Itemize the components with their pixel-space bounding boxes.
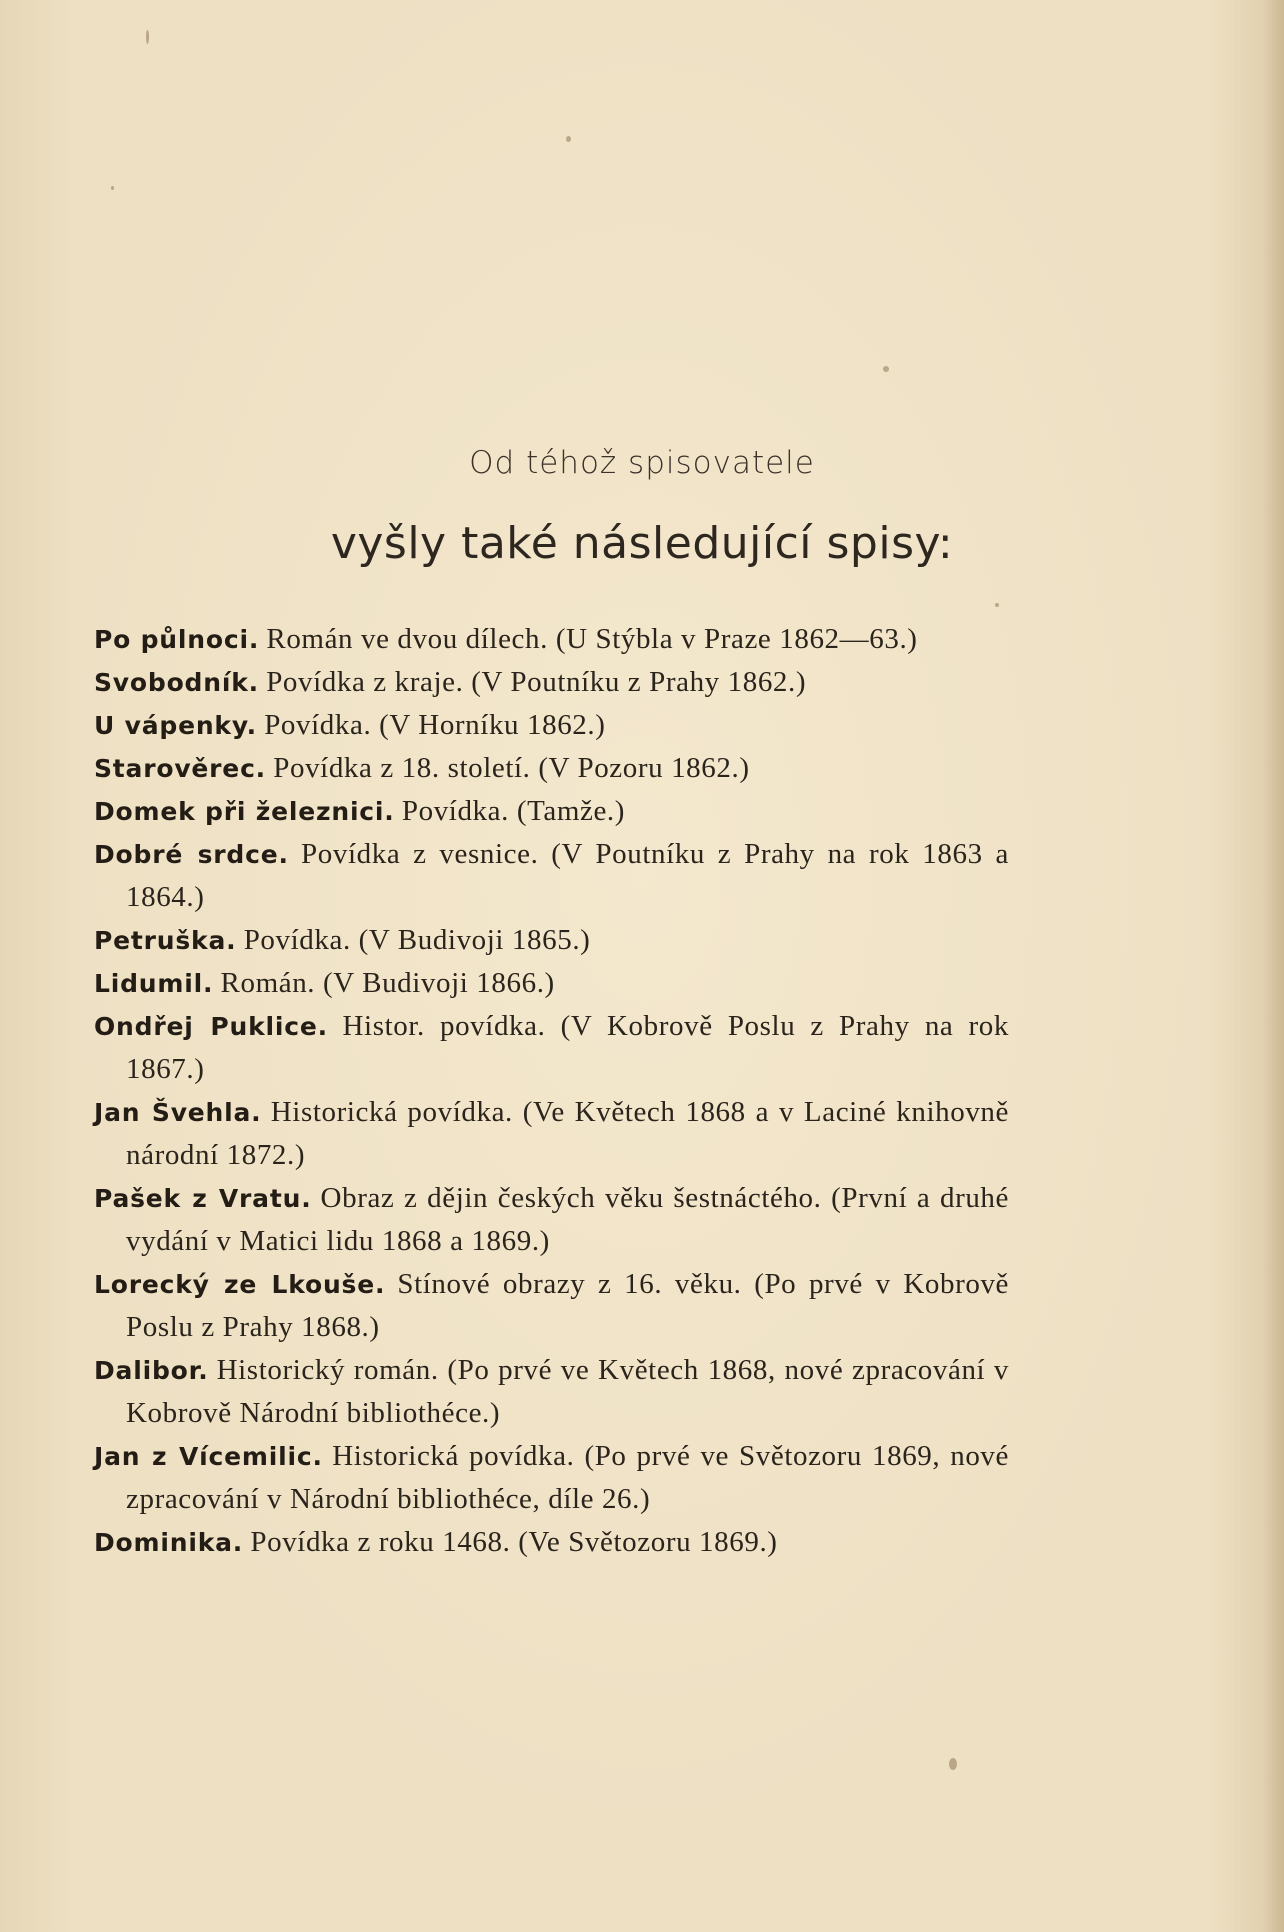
heading-published-works: vyšly také následující spisy:	[330, 518, 954, 569]
work-description: Povídka. (V Budivoji 1865.)	[243, 924, 591, 956]
list-item	[94, 1435, 1009, 1521]
work-title: Pašek z Vratu.	[94, 1184, 312, 1213]
list-item	[94, 1005, 1009, 1091]
list-item	[94, 1349, 1009, 1435]
paper-speck	[949, 1758, 957, 1770]
list-item	[94, 790, 1009, 833]
work-title: Dobré srdce.	[94, 840, 289, 869]
work-title: Ondřej Puklice.	[94, 1012, 328, 1041]
work-description: Obraz z dějin českých věku šestnáctého. (První a druhé vydání v Matici lidu 1868 a 1869.)	[126, 1182, 1010, 1257]
work-description: Historická povídka. (Ve Květech 1868 a v Laciné knihovně národní 1872.)	[126, 1096, 1009, 1171]
list-item	[94, 661, 1009, 704]
list-item	[94, 1263, 1009, 1349]
work-description: Povídka z kraje. (V Poutníku z Prahy 1862.)	[266, 666, 807, 698]
work-title: Svobodník.	[94, 668, 259, 697]
work-description: Povídka. (Tamže.)	[401, 795, 626, 827]
list-item	[94, 833, 1009, 919]
work-title: U vápenky.	[94, 711, 257, 740]
list-item	[94, 704, 1009, 747]
work-description: Povídka z 18. století. (V Pozoru 1862.)	[273, 752, 750, 784]
list-item	[94, 1521, 1009, 1564]
work-description: Povídka. (V Horníku 1862.)	[264, 709, 606, 741]
list-item	[94, 1177, 1009, 1263]
list-item	[94, 618, 1009, 661]
work-description: Stínové obrazy z 16. věku. (Po prvé v Kobrově Poslu z Prahy 1868.)	[126, 1268, 1010, 1343]
paper-speck	[111, 186, 114, 190]
work-title: Dominika.	[94, 1528, 244, 1557]
list-item	[94, 1091, 1009, 1177]
work-title: Lidumil.	[94, 969, 214, 998]
work-title: Dalibor.	[94, 1356, 209, 1385]
paper-speck	[995, 603, 999, 607]
paper-speck	[566, 136, 571, 142]
work-title: Domek při železnici.	[94, 797, 395, 826]
work-title: Jan z Vícemilic.	[94, 1442, 323, 1471]
page-edge-shadow	[1262, 0, 1284, 1932]
works-list	[94, 618, 1009, 1564]
paper-speck	[146, 30, 149, 44]
work-description: Román. (V Budivoji 1866.)	[220, 967, 555, 999]
work-description: Román ve dvou dílech. (U Stýbla v Praze 1862—63.)	[266, 623, 918, 655]
list-item	[94, 747, 1009, 790]
list-item	[94, 962, 1009, 1005]
work-title: Jan Švehla.	[94, 1098, 262, 1127]
work-description: Povídka z roku 1468. (Ve Světozoru 1869.)	[250, 1526, 778, 1558]
work-title: Lorecký ze Lkouše.	[94, 1270, 386, 1299]
heading-from-same-author: Od téhož spisovatele	[469, 445, 815, 481]
work-title: Starověrec.	[94, 754, 266, 783]
paper-speck	[883, 366, 889, 372]
work-title: Po půlnoci.	[94, 625, 260, 654]
work-description: Historická povídka. (Po prvé ve Světozoru 1869, nové zpracování v Národní bibliothéce, díle 26.)	[126, 1440, 1010, 1515]
work-description: Historický román. (Po prvé ve Květech 1868, nové zpracování v Kobrově Národní bibliothéce.)	[126, 1354, 1009, 1429]
work-description: Povídka z vesnice. (V Poutníku z Prahy na rok 1863 a 1864.)	[126, 838, 1009, 913]
work-description: Histor. povídka. (V Kobrově Poslu z Prahy na rok 1867.)	[126, 1010, 1009, 1085]
list-item	[94, 919, 1009, 962]
work-title: Petruška.	[94, 926, 237, 955]
